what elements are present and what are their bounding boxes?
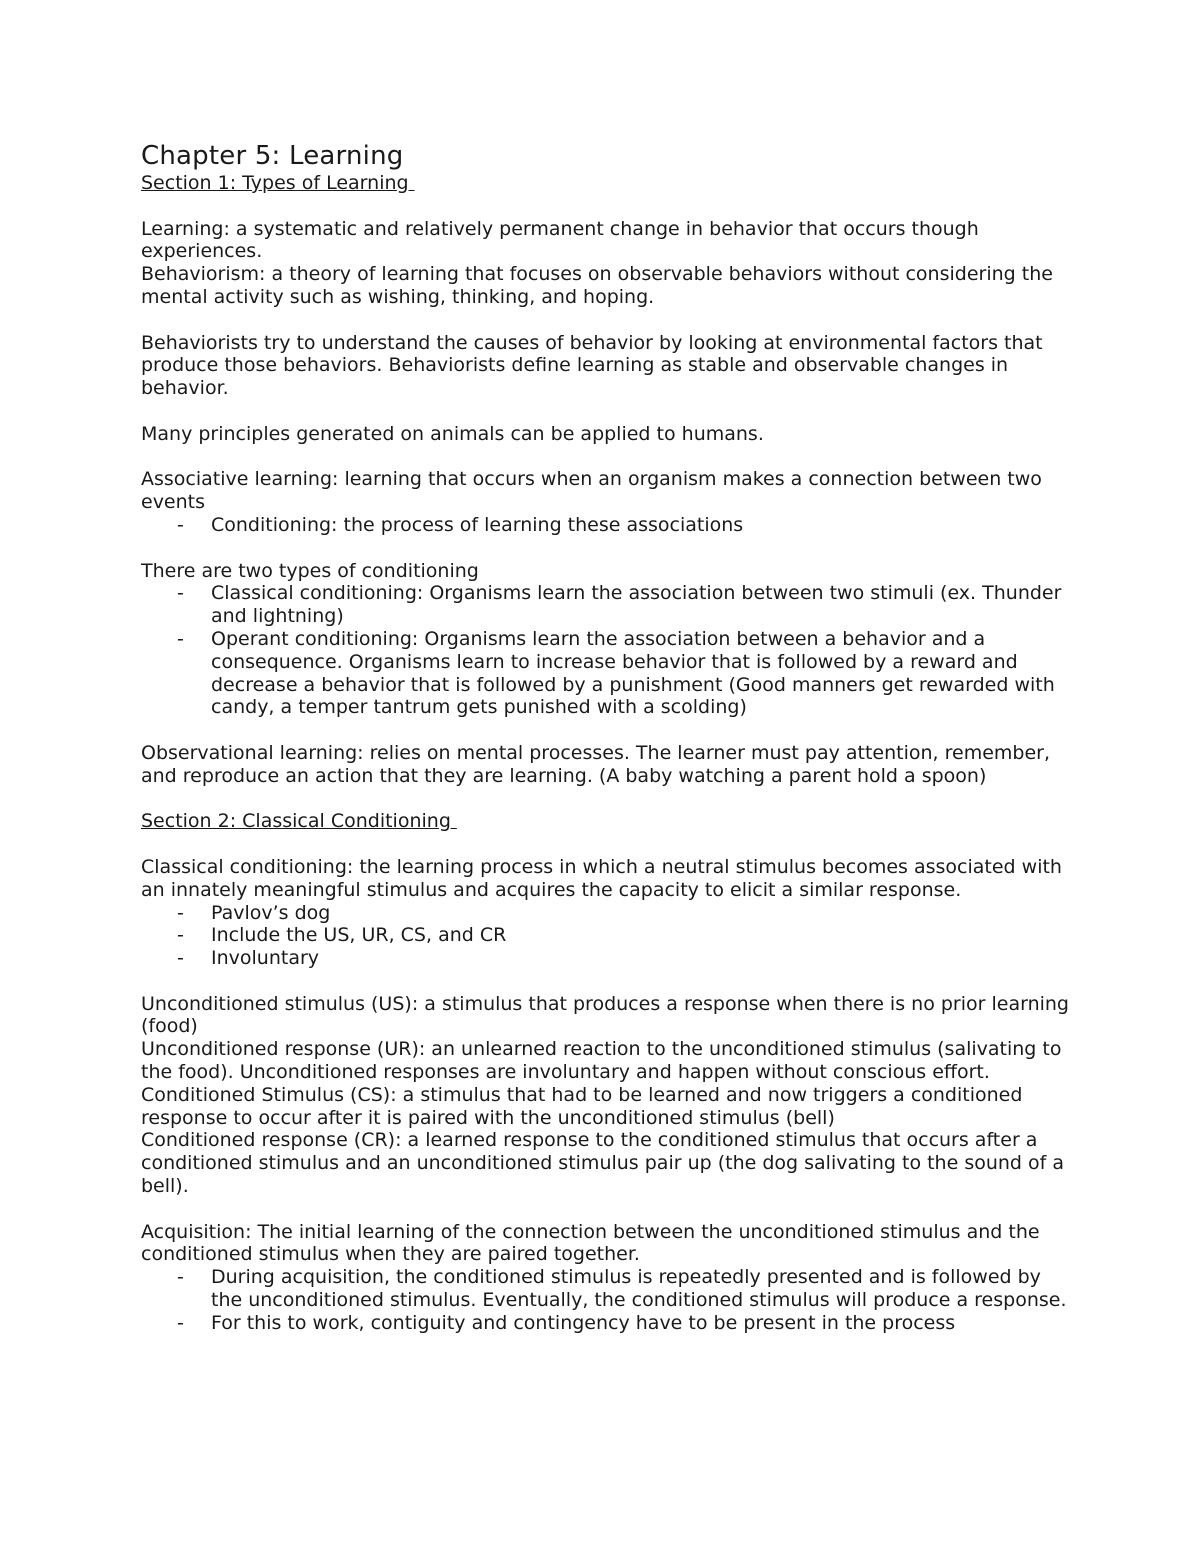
list-item: - Operant conditioning: Organisms learn the association between a behavior and a consequence. Organisms learn to increase behavior that is followed by a reward and decrease a behavior that is followed by a punishment (Good manners get rewarded with candy, a temper tantrum gets punished with a scolding) [211, 628, 1071, 719]
paragraph-gap [141, 400, 1071, 423]
page-title: Chapter 5: Learning [141, 141, 404, 171]
list-item: - Classical conditioning: Organisms learn the association between two stimuli (ex. Thunder and lightning) [211, 582, 1071, 628]
document-page [141, 140, 1071, 1335]
observational-learning-definition: Observational learning: relies on mental processes. The learner must pay attention, remember, and reproduce an action that they are learning. (A baby watching a parent hold a spoon) [141, 741, 1051, 787]
paragraph-gap [141, 1198, 1071, 1221]
principles-paragraph: Many principles generated on animals can be applied to humans. [141, 422, 764, 445]
paragraph-gap [141, 537, 1071, 560]
list-item: - During acquisition, the conditioned stimulus is repeatedly presented and is followed by the unconditioned stimulus. Eventually, the conditioned stimulus will produce a response. [211, 1266, 1071, 1312]
list-item: - Include the US, UR, CS, and CR [211, 924, 1071, 947]
paragraph-gap [141, 970, 1071, 993]
paragraph-gap [141, 719, 1071, 742]
paragraph-gap [141, 833, 1071, 856]
paragraph-gap [141, 309, 1071, 332]
acquisition-definition: Acquisition: The initial learning of the connection between the unconditioned stimulus and the conditioned stimulus when they are paired together. [141, 1220, 1040, 1266]
unconditioned-response-definition: Unconditioned response (UR): an unlearned reaction to the unconditioned stimulus (salivating to the food). Unconditioned responses are involuntary and happen without conscious effort. [141, 1038, 1062, 1084]
classical-bullet-list [141, 902, 1071, 970]
list-item: - Pavlov’s dog [211, 902, 1071, 925]
associative-bullet-list [141, 514, 1071, 537]
paragraph-gap [141, 446, 1071, 469]
unconditioned-stimulus-definition: Unconditioned stimulus (US): a stimulus that produces a response when there is no prior learning (food) [141, 992, 1069, 1038]
list-item: - Involuntary [211, 947, 1071, 970]
behaviorism-definition: Behaviorism: a theory of learning that focuses on observable behaviors without considering the mental activity such as wishing, thinking, and hoping. [141, 263, 1053, 308]
section-2-heading: Section 2: Classical Conditioning [141, 810, 457, 833]
list-item: - Conditioning: the process of learning these associations [211, 514, 1071, 537]
list-item: - For this to work, contiguity and contingency have to be present in the process [211, 1312, 1071, 1335]
conditioned-stimulus-definition: Conditioned Stimulus (CS): a stimulus that had to be learned and now triggers a conditioned response to occur after it is paired with the unconditioned stimulus (bell) [141, 1083, 1023, 1129]
paragraph-gap [141, 788, 1071, 811]
classical-conditioning-definition: Classical conditioning: the learning process in which a neutral stimulus becomes associated with an innately meaningful stimulus and acquires the capacity to elicit a similar response. [141, 855, 1062, 901]
paragraph-gap [141, 195, 1071, 218]
conditioning-types-list [141, 582, 1071, 719]
conditioned-response-definition: Conditioned response (CR): a learned response to the conditioned stimulus that occurs after a conditioned stimulus and an unconditioned stimulus pair up (the dog salivating to the sound of a bell). [141, 1129, 1065, 1198]
behaviorists-paragraph: Behaviorists try to understand the causes of behavior by looking at environmental factors that produce those behaviors. Behaviorists define learning as stable and observable changes in behavior. [141, 331, 1043, 400]
learning-definition: Learning: a systematic and relatively permanent change in behavior that occurs though experiences. [141, 217, 979, 263]
conditioning-types-intro: There are two types of conditioning [141, 559, 479, 582]
acquisition-bullet-list [141, 1266, 1071, 1334]
associative-learning-definition: Associative learning: learning that occurs when an organism makes a connection between two events [141, 468, 1042, 514]
section-1-heading: Section 1: Types of Learning [141, 172, 415, 194]
